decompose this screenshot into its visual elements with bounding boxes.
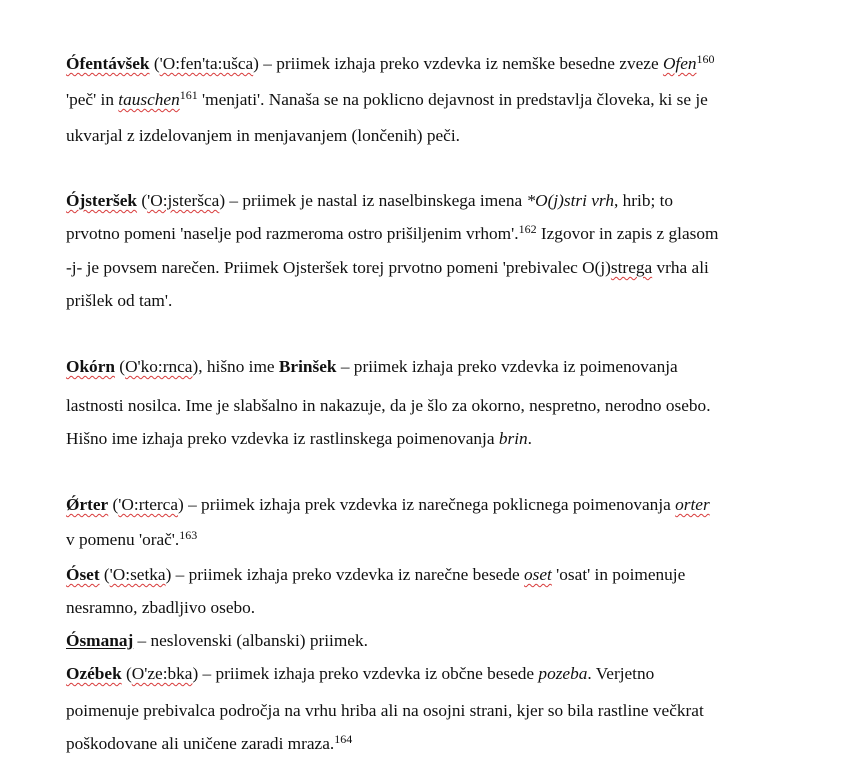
text-run: O'ko:rnca — [125, 357, 193, 376]
text-run: oset — [524, 565, 552, 584]
headword: Ósmanaj — [66, 631, 134, 650]
text-run: 'peč' in — [66, 90, 119, 109]
text-run: Hišno ime izhaja preko vzdevka iz rastlinskega poimenovanja — [66, 429, 499, 448]
text-run: Ofen — [662, 54, 697, 73]
entry-2-line-2 — [66, 224, 718, 244]
entry-7-line-3 — [66, 734, 352, 754]
headword: Ófentávšek — [66, 54, 150, 73]
entry-1-line-3 — [66, 126, 460, 146]
text-run: prišlek od tam'. — [66, 291, 173, 310]
text-run: ), hišno ime — [192, 357, 279, 376]
entry-7-line-1 — [66, 664, 654, 684]
text-run: brin — [498, 429, 528, 448]
text-run: ) – priimek izhaja preko vzdevka iz nemške besedne zveze — [253, 54, 663, 73]
text-run: v pomenu 'orač'. — [66, 530, 180, 549]
entry-2-line-3 — [66, 258, 709, 278]
text-run: ( — [149, 54, 160, 73]
text-run: ) – priimek izhaja preko vzdevka iz narečne besede — [165, 565, 524, 584]
text-run: ( — [137, 191, 148, 210]
text-run: 'menjati'. Nanaša se na poklicno dejavnost in predstavlja človeka, ki se je — [197, 90, 708, 109]
text-run: poimenuje prebivalca področja na vrhu hriba ali na osojni strani, kjer so bila rastline večkrat — [66, 701, 704, 720]
text-run: . — [527, 429, 532, 448]
text-run: – priimek izhaja preko vzdevka iz poimenovanja — [336, 357, 678, 376]
text-run: ( — [108, 495, 119, 514]
text-run: , hrib; to — [613, 191, 674, 210]
entry-3-line-2 — [66, 396, 711, 416]
entry-4-line-1 — [66, 495, 710, 515]
text-run: prvotno pomeni 'naselje pod razmeroma ostro prišiljenim vrhom'. — [66, 224, 519, 243]
headword: Brinšek — [278, 357, 337, 376]
footnote-ref: 160 — [696, 52, 715, 66]
entry-5-line-1 — [66, 565, 685, 585]
text-run: 'O:setka — [109, 565, 166, 584]
entry-6-line-1 — [66, 631, 368, 651]
headword: Okórn — [66, 357, 115, 376]
entry-2-line-4 — [66, 291, 172, 311]
text-run: nesramno, zbadljivo osebo. — [66, 598, 256, 617]
footnote-ref: 162 — [518, 222, 537, 236]
text-run: ( — [114, 357, 126, 376]
text-run: . Verjetno — [587, 664, 655, 683]
headword: Ǿrter — [66, 495, 109, 514]
text-run: ) – priimek izhaja preko vzdevka iz občne besede — [192, 664, 539, 683]
entry-1-line-1 — [66, 54, 715, 74]
text-run: 'O:rterca — [118, 495, 179, 514]
headword: Óset — [66, 565, 100, 584]
headword: Ójsteršek — [66, 191, 138, 210]
footnote-ref: 163 — [179, 528, 198, 542]
text-run: strega — [610, 258, 653, 277]
text-run: ) – priimek izhaja prek vzdevka iz narečnega poklicnega poimenovanja — [178, 495, 676, 514]
text-run: -j- je povsem narečen. Priimek Ojsteršek torej prvotno pomeni 'prebivalec O(j) — [66, 258, 611, 277]
text-run: 'osat' in poimenuje — [551, 565, 686, 584]
text-run: ( — [99, 565, 110, 584]
entry-5-line-2 — [66, 598, 255, 618]
text-run: *O(j)stri vrh — [526, 191, 614, 210]
text-run: 'O:jsteršca — [147, 191, 220, 210]
entry-1-line-2 — [66, 90, 708, 110]
text-run: ukvarjal z izdelovanjem in menjavanjem (lončenih) peči. — [66, 126, 460, 145]
entry-2-line-1 — [66, 191, 673, 211]
entry-7-line-2 — [66, 701, 704, 721]
text-run: ( — [121, 664, 132, 683]
text-run: Izgovor in zapis z glasom — [536, 224, 719, 243]
text-run: tauschen — [118, 90, 180, 109]
text-run: ) – priimek je nastal iz naselbinskega imena — [219, 191, 527, 210]
text-run: – neslovenski (albanski) priimek. — [133, 631, 368, 650]
text-run: vrha ali — [652, 258, 709, 277]
headword: Ozébek — [66, 664, 122, 683]
text-run: pozeba — [538, 664, 588, 683]
footnote-ref: 161 — [179, 88, 198, 102]
text-run: orter — [675, 495, 710, 514]
entry-3-line-1 — [66, 357, 678, 377]
text-run: poškodovane ali uničene zaradi mraza. — [66, 734, 335, 753]
entry-4-line-2 — [66, 530, 197, 550]
text-run: O'ze:bka — [131, 664, 193, 683]
text-run: lastnosti nosilca. Ime je slabšalno in nakazuje, da je šlo za okorno, nespretno, nerodno osebo. — [66, 396, 711, 415]
entry-3-line-3 — [66, 429, 532, 449]
text-run: 'O:fen'ta:ušca — [159, 54, 254, 73]
footnote-ref: 164 — [334, 732, 353, 746]
